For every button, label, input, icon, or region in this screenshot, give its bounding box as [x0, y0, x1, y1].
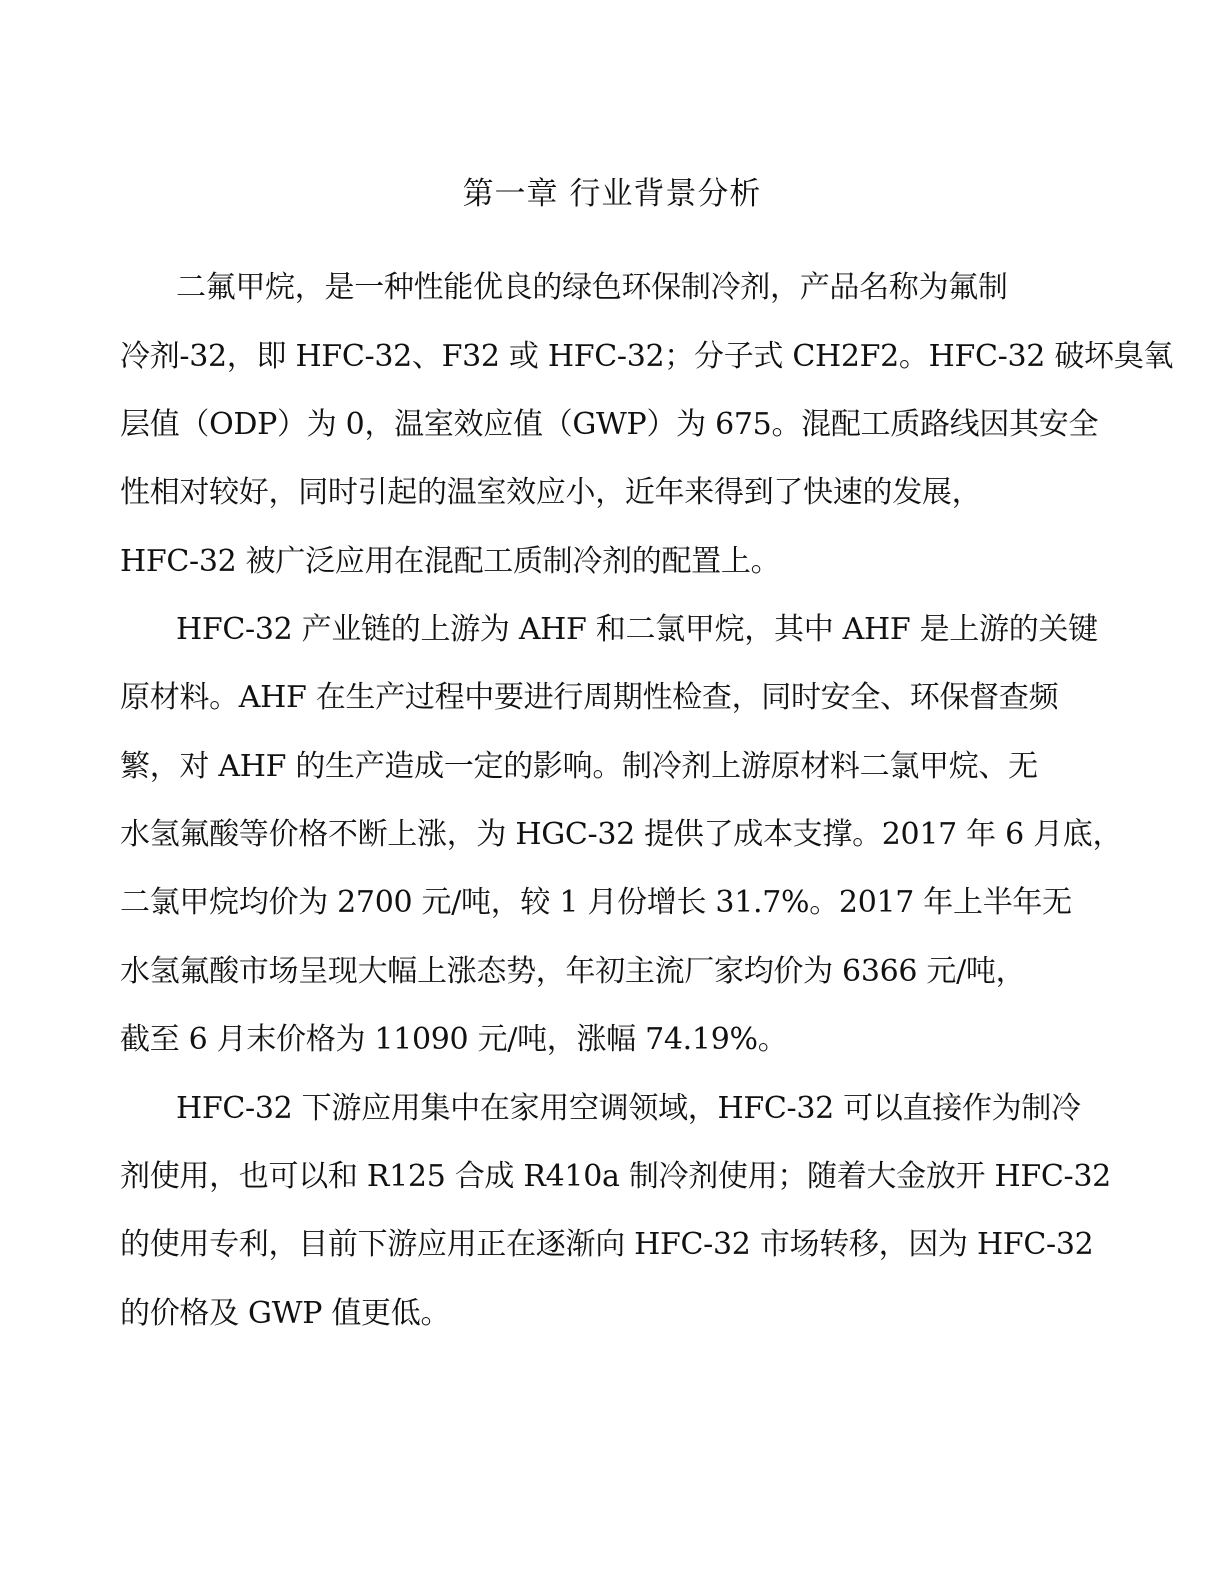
paragraph-line: HFC-32 下游应用集中在家用空调领域，HFC-32 可以直接作为制冷 [176, 1091, 1081, 1126]
paragraph-line: 截至 6 月末价格为 11090 元/吨，涨幅 74.19%。 [120, 1022, 788, 1057]
paragraph-line: 繁，对 AHF 的生产造成一定的影响。制冷剂上游原材料二氯甲烷、无 [120, 749, 1038, 784]
paragraph-line: 的价格及 GWP 值更低。 [120, 1296, 451, 1331]
paragraph-line: 的使用专利，目前下游应用正在逐渐向 HFC-32 市场转移，因为 HFC-32 [120, 1227, 1094, 1262]
paragraph-line: 层值（ODP）为 0，温室效应值（GWP）为 675。混配工质路线因其安全 [120, 407, 1099, 442]
paragraph-line: 性相对较好，同时引起的温室效应小，近年来得到了快速的发展， [120, 475, 982, 510]
paragraph-line: 二氯甲烷均价为 2700 元/吨，较 1 月份增长 31.7%。2017 年上半年无 [120, 885, 1072, 920]
paragraph-line: 剂使用，也可以和 R125 合成 R410a 制冷剂使用；随着大金放开 HFC-32 [120, 1159, 1111, 1194]
paragraph-line: 原材料。AHF 在生产过程中要进行周期性检查，同时安全、环保督查频 [120, 680, 1059, 715]
paragraph-line: HFC-32 产业链的上游为 AHF 和二氯甲烷，其中 AHF 是上游的关键 [176, 612, 1098, 647]
paragraph-line: 水氢氟酸市场呈现大幅上涨态势，年初主流厂家均价为 6366 元/吨， [120, 954, 1026, 989]
paragraph-line: 水氢氟酸等价格不断上涨，为 HGC-32 提供了成本支撑。2017 年 6 月底， [120, 817, 1123, 852]
paragraph-line: HFC-32 被广泛应用在混配工质制冷剂的配置上。 [120, 544, 781, 579]
paragraph-line: 冷剂-32，即 HFC-32、F32 或 HFC-32；分子式 CH2F2。HFC-32 破坏臭氧 [120, 339, 1174, 374]
chapter-title: 第一章 行业背景分析 [462, 176, 762, 212]
paragraph-line: 二氟甲烷，是一种性能优良的绿色环保制冷剂，产品名称为氟制 [176, 270, 1008, 305]
